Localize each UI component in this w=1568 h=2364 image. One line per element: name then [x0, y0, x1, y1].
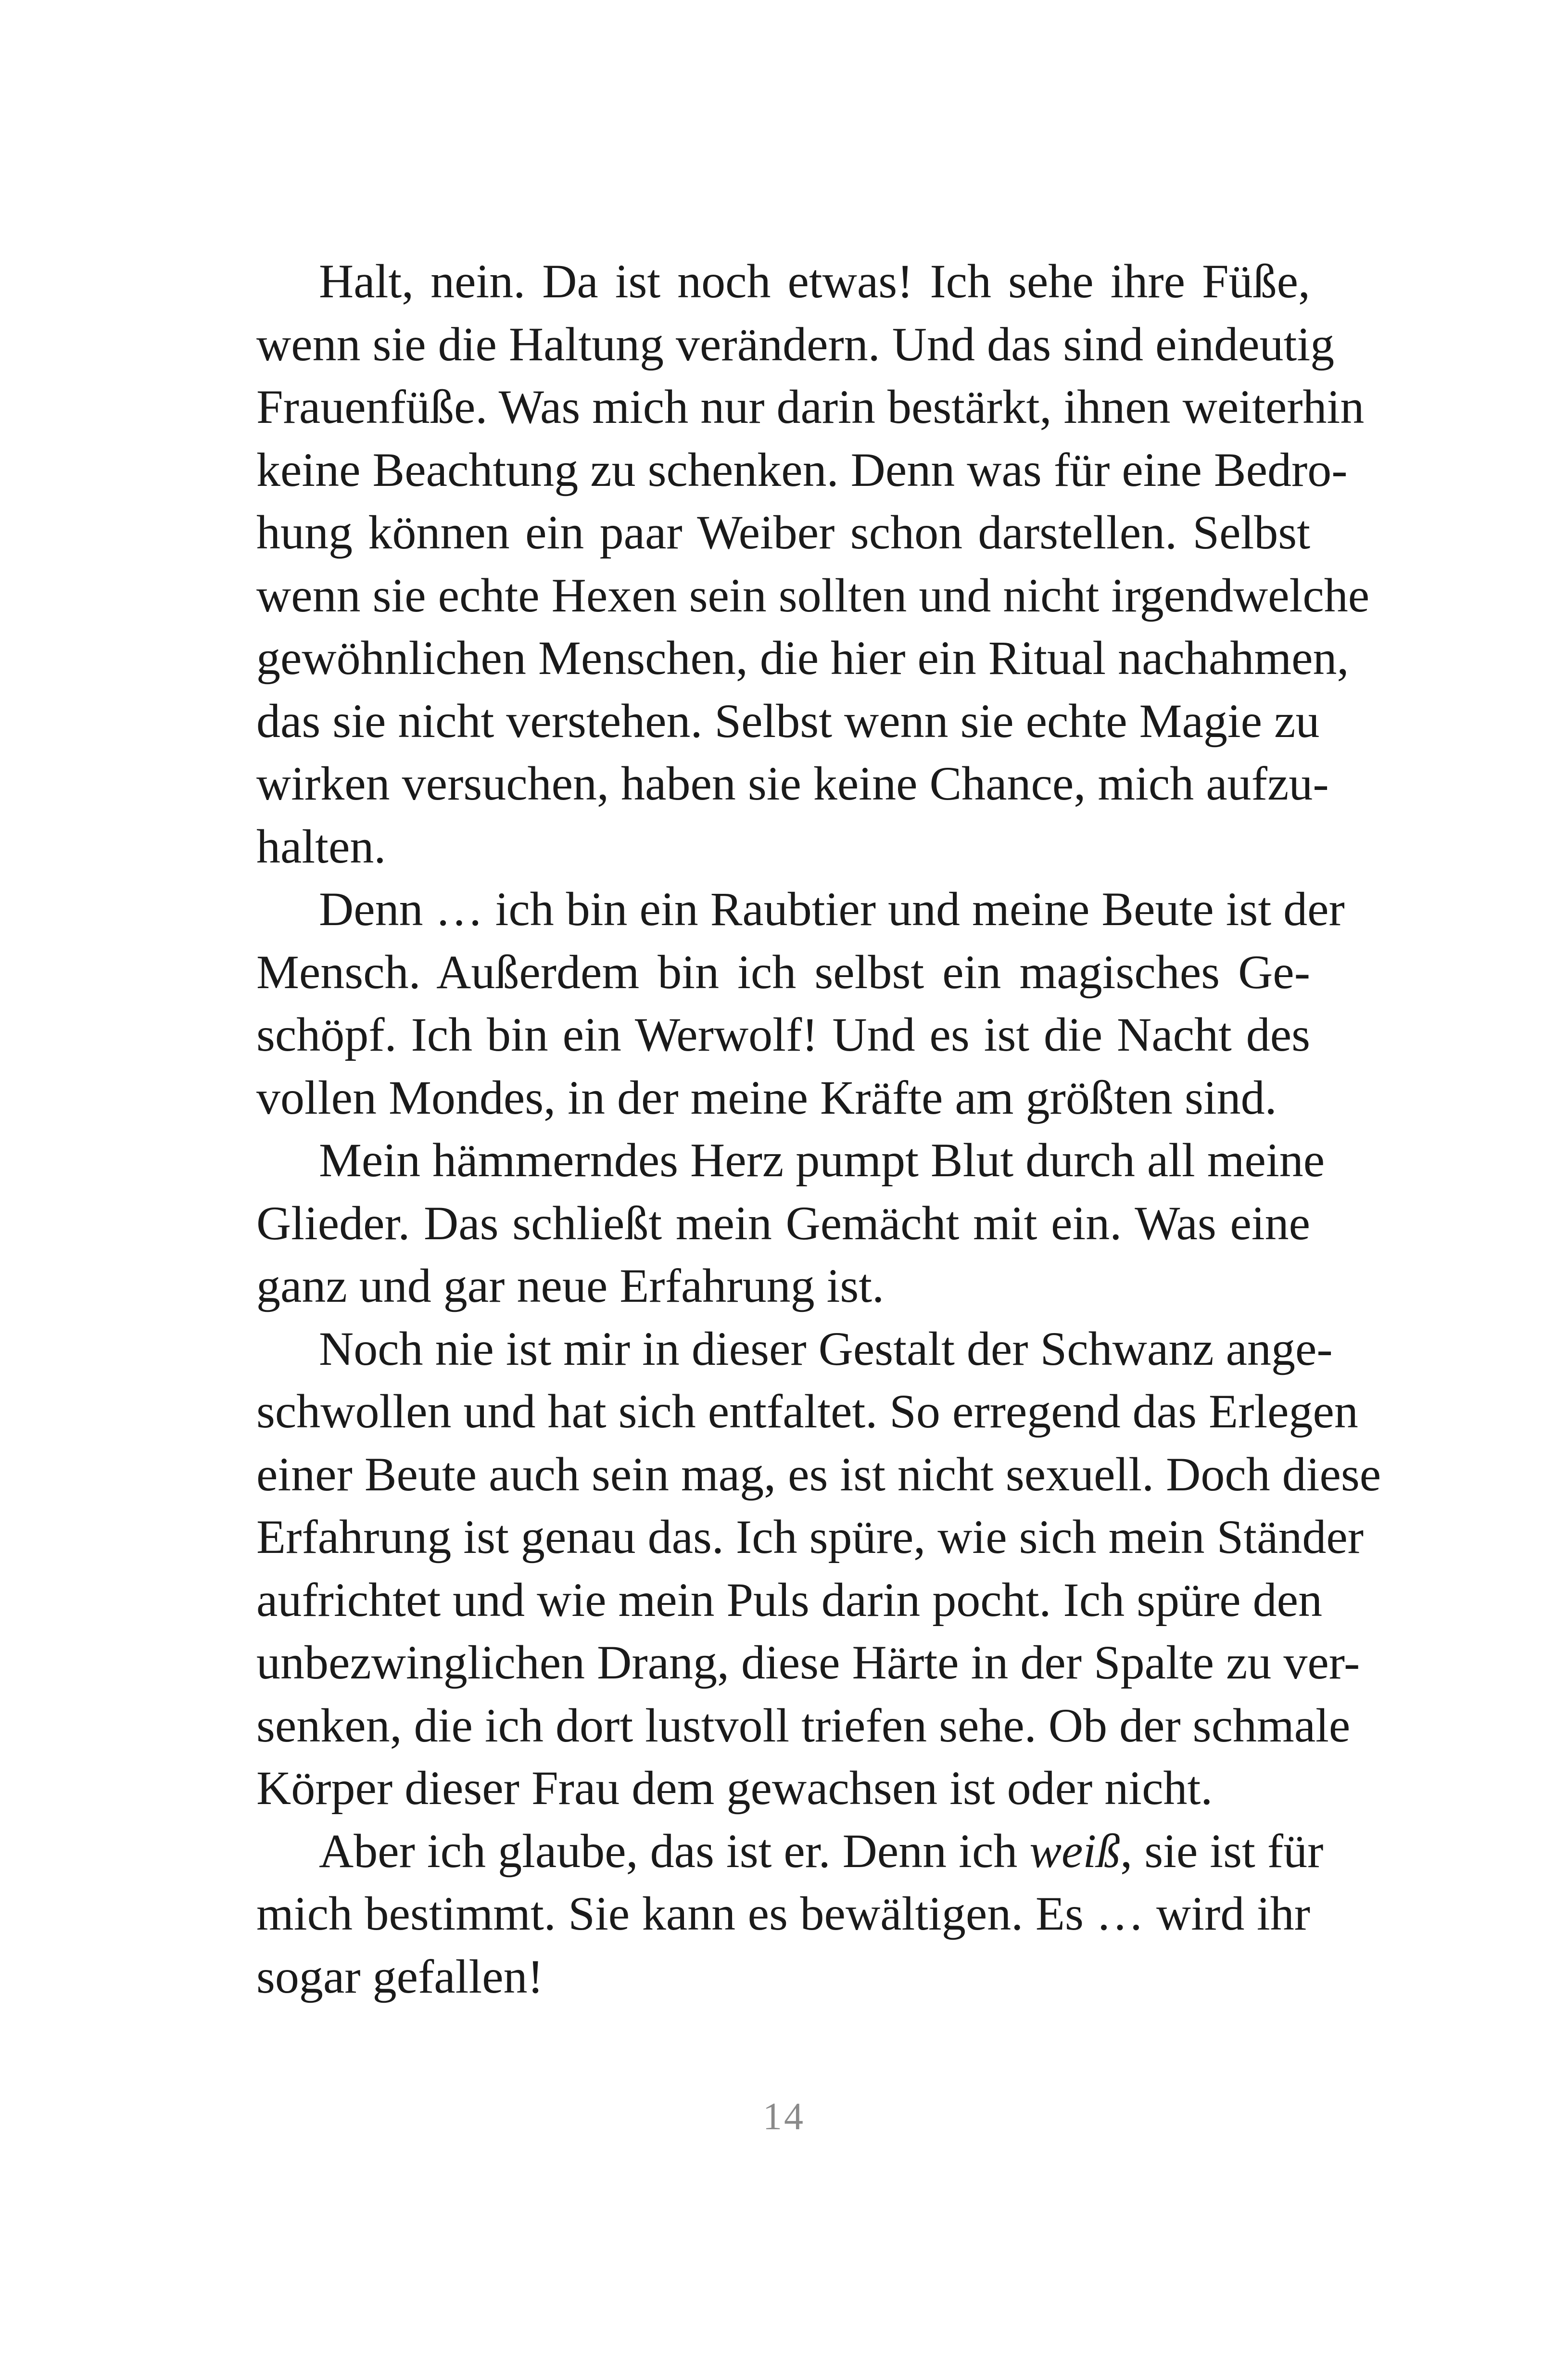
- text-line: das sie nicht verstehen. Selbst wenn sie echte Magie zu: [256, 694, 1320, 748]
- text-line: Denn … ich bin ein Raubtier und meine Beute ist der: [319, 882, 1345, 936]
- paragraph-3: [256, 1129, 1325, 1318]
- text-line: aufrichtet und wie mein Puls darin pocht. Ich spüre den: [256, 1573, 1323, 1627]
- text-line: wirken versuchen, haben sie keine Chance, mich aufzu-: [256, 757, 1329, 810]
- body-text: [256, 250, 1381, 2008]
- text-line: schwollen und hat sich entfaltet. So erregend das Erlegen: [256, 1385, 1358, 1438]
- text-line: Glieder. Das schließt mein Gemächt mit ein. Was eine: [256, 1196, 1310, 1250]
- text-line: [256, 1820, 1324, 1883]
- text-line: Noch nie ist mir in dieser Gestalt der Schwanz ange-: [319, 1322, 1333, 1375]
- text-line: schöpf. Ich bin ein Werwolf! Und es ist die Nacht des: [256, 1008, 1310, 1061]
- text-line: senken, die ich dort lustvoll triefen sehe. Ob der schmale: [256, 1698, 1351, 1752]
- text-line: Mensch. Außerdem bin ich selbst ein magisches Ge-: [256, 945, 1310, 999]
- text-line: wenn sie echte Hexen sein sollten und nicht irgendwelche: [256, 568, 1370, 622]
- text-line: sogar gefallen!: [256, 1949, 544, 2003]
- text-line: Körper dieser Frau dem gewachsen ist oder nicht.: [256, 1761, 1213, 1815]
- text-line: Erfahrung ist genau das. Ich spüre, wie sich mein Ständer: [256, 1510, 1364, 1563]
- text-line: vollen Mondes, in der meine Kräfte am größten sind.: [256, 1070, 1277, 1124]
- paragraph-1: [256, 250, 1370, 878]
- text-line: einer Beute auch sein mag, es ist nicht sexuell. Doch diese: [256, 1447, 1381, 1501]
- text-line: unbezwinglichen Drang, diese Härte in der Spalte zu ver-: [256, 1636, 1360, 1689]
- text-line: ganz und gar neue Erfahrung ist.: [256, 1259, 885, 1312]
- text-line: hung können ein paar Weiber schon darstellen. Selbst: [256, 506, 1310, 559]
- text-line: keine Beachtung zu schenken. Denn was für eine Bedro-: [256, 443, 1348, 496]
- text-line: Mein hämmerndes Herz pumpt Blut durch all meine: [319, 1133, 1325, 1187]
- text-line: Halt, nein. Da ist noch etwas! Ich sehe ihre Füße,: [319, 254, 1310, 308]
- text-line: Frauenfüße. Was mich nur darin bestärkt, ihnen weiterhin: [256, 380, 1365, 433]
- paragraph-5: [256, 1820, 1324, 2008]
- text-line: wenn sie die Haltung verändern. Und das sind eindeutig: [256, 317, 1335, 371]
- paragraph-2: [256, 878, 1345, 1129]
- text-line: gewöhnlichen Menschen, die hier ein Ritual nachahmen,: [256, 631, 1349, 685]
- text-fragment: Aber ich glaube, das ist er. Denn ich: [319, 1824, 1030, 1878]
- page-number: 14: [763, 2096, 805, 2138]
- paragraph-4: [256, 1318, 1381, 1820]
- text-line: halten.: [256, 819, 386, 873]
- text-fragment: , sie ist für: [1120, 1824, 1324, 1878]
- text-line: mich bestimmt. Sie kann es bewältigen. Es … wird ihr: [256, 1887, 1310, 1940]
- emphasized-word: weiß: [1029, 1824, 1121, 1878]
